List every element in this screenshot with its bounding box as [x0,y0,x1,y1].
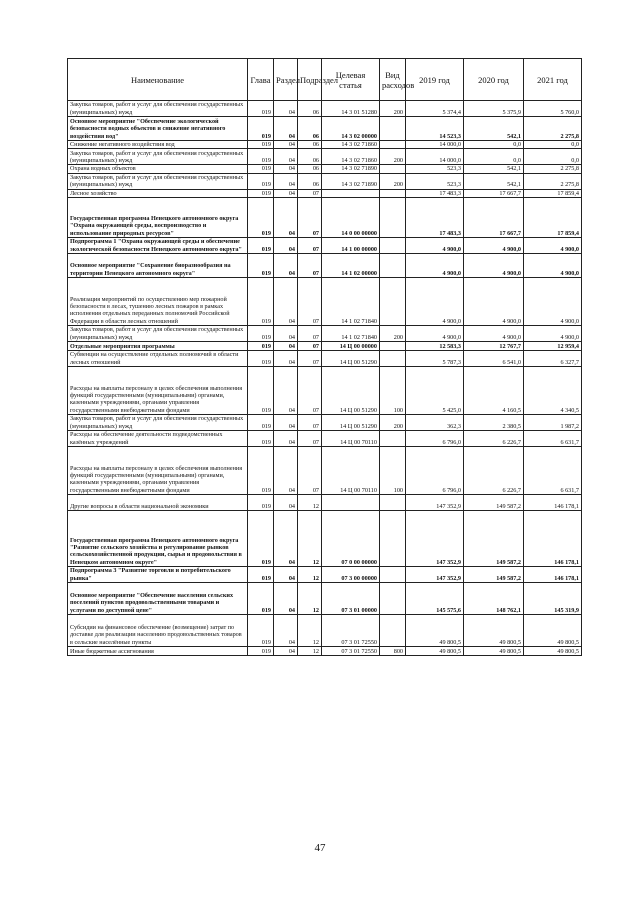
budget-table [67,58,582,656]
row-target-article: 14 Ц 00 00000 [322,342,380,351]
row-target-article: 14 Ц 00 51290 [322,367,380,415]
row-2020: 4 160,5 [464,367,524,415]
row-expense-type [380,342,406,351]
row-target-article: 14 3 02 71890 [322,165,380,173]
table-row [68,431,582,447]
row-subsection: 12 [298,495,322,511]
row-section: 04 [274,567,298,583]
row-section: 04 [274,149,298,165]
table-row [68,326,582,342]
row-section: 04 [274,495,298,511]
row-target-article: 14 3 02 71860 [322,141,380,149]
row-2020: 5 375,9 [464,101,524,117]
row-expense-type [380,141,406,149]
row-subsection: 12 [298,647,322,656]
row-chapter: 019 [248,367,274,415]
row-name: Закупка товаров, работ и услуг для обеспечения государственных (муниципальных) нужд [68,149,248,165]
row-2021: 17 859,4 [524,198,582,238]
row-2020: 0,0 [464,141,524,149]
row-name: Расходы на обеспечение деятельности подведомственных казённых учреждений [68,431,248,447]
table-header-row [68,59,582,101]
row-chapter: 019 [248,141,274,149]
row-subsection: 07 [298,367,322,415]
row-name: Лесное хозяйство [68,189,248,197]
row-section: 04 [274,447,298,495]
row-section: 04 [274,254,298,278]
row-2020: 17 667,7 [464,189,524,197]
row-chapter: 019 [248,447,274,495]
row-chapter: 019 [248,189,274,197]
row-2021: 12 959,4 [524,342,582,351]
row-name: Отдельные мероприятия программы [68,342,248,351]
row-name: Закупка товаров, работ и услуг для обеспечения государственных (муниципальных) нужд [68,415,248,431]
row-2021: 2 275,8 [524,173,582,189]
row-expense-type [380,189,406,197]
row-2019: 49 800,5 [406,615,464,647]
row-2019: 5 425,0 [406,367,464,415]
row-name: Подпрограмма 3 "Развитие торговли и потребительского рынка" [68,567,248,583]
row-target-article: 07 3 01 72550 [322,615,380,647]
header-name: Наименование [68,59,248,101]
row-chapter: 019 [248,165,274,173]
table-row [68,189,582,197]
row-2019: 17 483,3 [406,198,464,238]
row-2020: 149 587,2 [464,567,524,583]
row-2019: 147 352,9 [406,567,464,583]
row-subsection: 07 [298,326,322,342]
row-name: Охрана водных объектов [68,165,248,173]
row-2019: 362,3 [406,415,464,431]
row-2021: 49 800,5 [524,615,582,647]
row-expense-type: 100 [380,447,406,495]
row-section: 04 [274,238,298,254]
table-row [68,583,582,615]
row-chapter: 019 [248,238,274,254]
row-expense-type [380,615,406,647]
row-expense-type: 200 [380,149,406,165]
row-subsection: 12 [298,615,322,647]
row-section: 04 [274,615,298,647]
row-target-article: 14 3 01 51280 [322,101,380,117]
row-name: Государственная программа Ненецкого автономного округа "Охрана окружающей среды, воспроизводство и использование природных ресурсов" [68,198,248,238]
row-expense-type [380,254,406,278]
row-2021: 146 178,1 [524,567,582,583]
row-expense-type [380,567,406,583]
row-section: 04 [274,173,298,189]
header-subsection: Подраздел [298,59,322,101]
row-2021: 146 178,1 [524,511,582,567]
table-row [68,415,582,431]
row-expense-type [380,238,406,254]
row-section: 04 [274,326,298,342]
row-2019: 49 800,5 [406,647,464,656]
row-target-article: 14 3 02 00000 [322,117,380,141]
row-2020: 4 900,0 [464,326,524,342]
header-section: Раздел [274,59,298,101]
page-number: 47 [314,842,326,854]
header-target-article: Целевая статья [322,59,380,101]
row-chapter: 019 [248,415,274,431]
row-target-article: 14 1 00 00000 [322,238,380,254]
row-2021: 146 178,1 [524,495,582,511]
row-2020: 542,1 [464,117,524,141]
row-name: Расходы на выплаты персоналу в целях обеспечения выполнения функций государственными (муниципальными) органами, казенными учреждениями, органами управления государственными внебюджетными фондами [68,367,248,415]
row-expense-type [380,278,406,326]
table-row [68,238,582,254]
table-row [68,511,582,567]
row-section: 04 [274,198,298,238]
row-section: 04 [274,511,298,567]
row-2021: 49 800,5 [524,647,582,656]
row-chapter: 019 [248,198,274,238]
header-year-2021: 2021 год [524,59,582,101]
row-section: 04 [274,165,298,173]
row-2021: 1 987,2 [524,415,582,431]
row-name: Основное мероприятие "Обеспечение экологической безопасности водных объектов и снижение негативного воздействия вод" [68,117,248,141]
row-target-article: 14 1 02 71840 [322,326,380,342]
row-subsection: 06 [298,173,322,189]
row-2021: 4 900,0 [524,238,582,254]
row-2019: 145 575,6 [406,583,464,615]
header-expense-type: Вид расходов [380,59,406,101]
table-row [68,495,582,511]
row-2019: 4 900,0 [406,254,464,278]
row-chapter: 019 [248,342,274,351]
row-name: Закупка товаров, работ и услуг для обеспечения государственных (муниципальных) нужд [68,173,248,189]
table-row [68,447,582,495]
row-subsection: 12 [298,583,322,615]
row-subsection: 07 [298,351,322,367]
row-chapter: 019 [248,278,274,326]
header-chapter: Глава [248,59,274,101]
table-row [68,615,582,647]
table-row [68,101,582,117]
row-name: Государственная программа Ненецкого автономного округа "Развитие сельского хозяйства и регулирование рынков сельскохозяйственной продукции, сырья и продовольствия в Ненецком автономном округе" [68,511,248,567]
row-2021: 17 859,4 [524,189,582,197]
row-2019: 17 483,3 [406,189,464,197]
row-name: Расходы на выплаты персоналу в целях обеспечения выполнения функций государственными (муниципальными) органами, казенными учреждениями, органами управления государственными внебюджетными фондами [68,447,248,495]
table-row [68,117,582,141]
row-2021: 4 900,0 [524,278,582,326]
row-chapter: 019 [248,583,274,615]
row-2019: 12 583,3 [406,342,464,351]
row-2020: 2 380,5 [464,415,524,431]
row-target-article [322,495,380,511]
row-2020: 4 900,0 [464,278,524,326]
row-2021: 0,0 [524,141,582,149]
row-chapter: 019 [248,647,274,656]
row-target-article: 14 3 02 71860 [322,149,380,165]
row-section: 04 [274,431,298,447]
row-subsection: 12 [298,567,322,583]
row-2019: 523,3 [406,173,464,189]
row-expense-type [380,511,406,567]
table-row [68,254,582,278]
row-target-article: 14 1 02 00000 [322,254,380,278]
row-target-article: 14 Ц 00 70110 [322,447,380,495]
row-2021: 6 631,7 [524,447,582,495]
row-2020: 49 800,5 [464,647,524,656]
row-subsection: 12 [298,511,322,567]
row-2020: 6 226,7 [464,447,524,495]
row-expense-type [380,583,406,615]
row-subsection: 07 [298,198,322,238]
row-2019: 14 523,3 [406,117,464,141]
row-subsection: 06 [298,165,322,173]
row-2020: 0,0 [464,149,524,165]
row-section: 04 [274,278,298,326]
row-2019: 6 796,0 [406,431,464,447]
row-2020: 542,1 [464,173,524,189]
table-row [68,367,582,415]
row-2020: 149 587,2 [464,511,524,567]
row-target-article: 07 0 00 00000 [322,511,380,567]
row-subsection: 07 [298,431,322,447]
row-expense-type: 200 [380,326,406,342]
row-2020: 12 767,7 [464,342,524,351]
header-year-2019: 2019 год [406,59,464,101]
row-2020: 4 900,0 [464,254,524,278]
row-name: Реализация мероприятий по осуществлению мер пожарной безопасности в лесах, тушению лесных пожаров в рамках исполнения отдельных переданных полномочий Российской Федерации в области лесных отношений [68,278,248,326]
row-chapter: 019 [248,101,274,117]
row-target-article: 07 3 01 72550 [322,647,380,656]
row-2021: 2 275,8 [524,117,582,141]
row-target-article: 07 3 00 00000 [322,567,380,583]
row-name: Основное мероприятие "Сохранение биоразнообразия на территории Ненецкого автономного округа" [68,254,248,278]
table-row [68,141,582,149]
row-name: Подпрограмма 1 "Охрана окружающей среды и обеспечение экологической безопасности Ненецкого автономного округа" [68,238,248,254]
row-subsection: 07 [298,342,322,351]
row-chapter: 019 [248,495,274,511]
row-chapter: 019 [248,254,274,278]
row-name: Субсидии на финансовое обеспечение (возмещение) затрат по доставке для реализации населению продовольственных товаров в сельские населённые пункты [68,615,248,647]
row-expense-type [380,198,406,238]
row-2019: 14 000,0 [406,149,464,165]
row-2020: 17 667,7 [464,198,524,238]
row-section: 04 [274,647,298,656]
row-2020: 542,1 [464,165,524,173]
row-2019: 5 374,4 [406,101,464,117]
row-subsection: 06 [298,101,322,117]
row-2021: 0,0 [524,149,582,165]
row-2019: 6 796,0 [406,447,464,495]
table-row [68,567,582,583]
row-expense-type: 200 [380,173,406,189]
row-chapter: 019 [248,173,274,189]
row-expense-type [380,165,406,173]
row-chapter: 019 [248,326,274,342]
table-row [68,198,582,238]
row-subsection: 07 [298,278,322,326]
row-expense-type: 800 [380,647,406,656]
table-row [68,351,582,367]
row-2019: 4 900,0 [406,278,464,326]
row-2020: 6 226,7 [464,431,524,447]
header-year-2020: 2020 год [464,59,524,101]
row-2019: 4 900,0 [406,326,464,342]
row-expense-type: 200 [380,415,406,431]
row-chapter: 019 [248,431,274,447]
row-chapter: 019 [248,149,274,165]
row-name: Закупка товаров, работ и услуг для обеспечения государственных (муниципальных) нужд [68,101,248,117]
row-chapter: 019 [248,117,274,141]
table-row [68,342,582,351]
row-2019: 14 000,0 [406,141,464,149]
row-subsection: 07 [298,254,322,278]
row-2021: 4 340,5 [524,367,582,415]
row-chapter: 019 [248,511,274,567]
table-row [68,165,582,173]
row-2020: 4 900,0 [464,238,524,254]
row-section: 04 [274,583,298,615]
row-target-article [322,189,380,197]
row-expense-type [380,495,406,511]
row-subsection: 06 [298,141,322,149]
row-target-article: 14 1 02 71840 [322,278,380,326]
row-2021: 2 275,8 [524,165,582,173]
row-target-article: 14 Ц 00 51290 [322,415,380,431]
table-row [68,647,582,656]
table-row [68,173,582,189]
row-subsection: 06 [298,117,322,141]
row-name: Снижение негативного воздействия вод [68,141,248,149]
row-2021: 6 631,7 [524,431,582,447]
row-2020: 148 762,1 [464,583,524,615]
row-2021: 4 900,0 [524,254,582,278]
row-2021: 5 760,0 [524,101,582,117]
row-section: 04 [274,189,298,197]
row-section: 04 [274,342,298,351]
row-chapter: 019 [248,351,274,367]
row-2021: 6 327,7 [524,351,582,367]
row-target-article: 14 3 02 71890 [322,173,380,189]
row-expense-type: 200 [380,101,406,117]
row-expense-type [380,431,406,447]
table-row [68,149,582,165]
row-chapter: 019 [248,567,274,583]
row-expense-type: 100 [380,367,406,415]
row-subsection: 07 [298,189,322,197]
row-2019: 4 900,0 [406,238,464,254]
row-section: 04 [274,367,298,415]
row-section: 04 [274,117,298,141]
row-section: 04 [274,141,298,149]
row-2019: 5 787,3 [406,351,464,367]
row-subsection: 07 [298,447,322,495]
row-2020: 149 587,2 [464,495,524,511]
row-target-article: 07 3 01 00000 [322,583,380,615]
row-section: 04 [274,351,298,367]
row-2019: 147 352,9 [406,495,464,511]
row-name: Основное мероприятие "Обеспечение населения сельских поселений пунктов продовольственными товарами и услугами по доступной цене" [68,583,248,615]
row-subsection: 07 [298,415,322,431]
row-2021: 145 319,9 [524,583,582,615]
row-2020: 49 800,5 [464,615,524,647]
row-subsection: 06 [298,149,322,165]
row-subsection: 07 [298,238,322,254]
row-expense-type [380,351,406,367]
table-row [68,278,582,326]
row-name: Другие вопросы в области национальной экономики [68,495,248,511]
row-target-article: 14 Ц 00 51290 [322,351,380,367]
row-section: 04 [274,101,298,117]
row-2019: 147 352,9 [406,511,464,567]
row-section: 04 [274,415,298,431]
row-2019: 523,3 [406,165,464,173]
row-expense-type [380,117,406,141]
row-name: Субвенции на осуществление отдельных полномочий в области лесных отношений [68,351,248,367]
row-chapter: 019 [248,615,274,647]
row-name: Закупка товаров, работ и услуг для обеспечения государственных (муниципальных) нужд [68,326,248,342]
row-2021: 4 900,0 [524,326,582,342]
row-name: Иные бюджетные ассигнования [68,647,248,656]
row-target-article: 14 0 00 00000 [322,198,380,238]
row-target-article: 14 Ц 00 70110 [322,431,380,447]
row-2020: 6 541,0 [464,351,524,367]
